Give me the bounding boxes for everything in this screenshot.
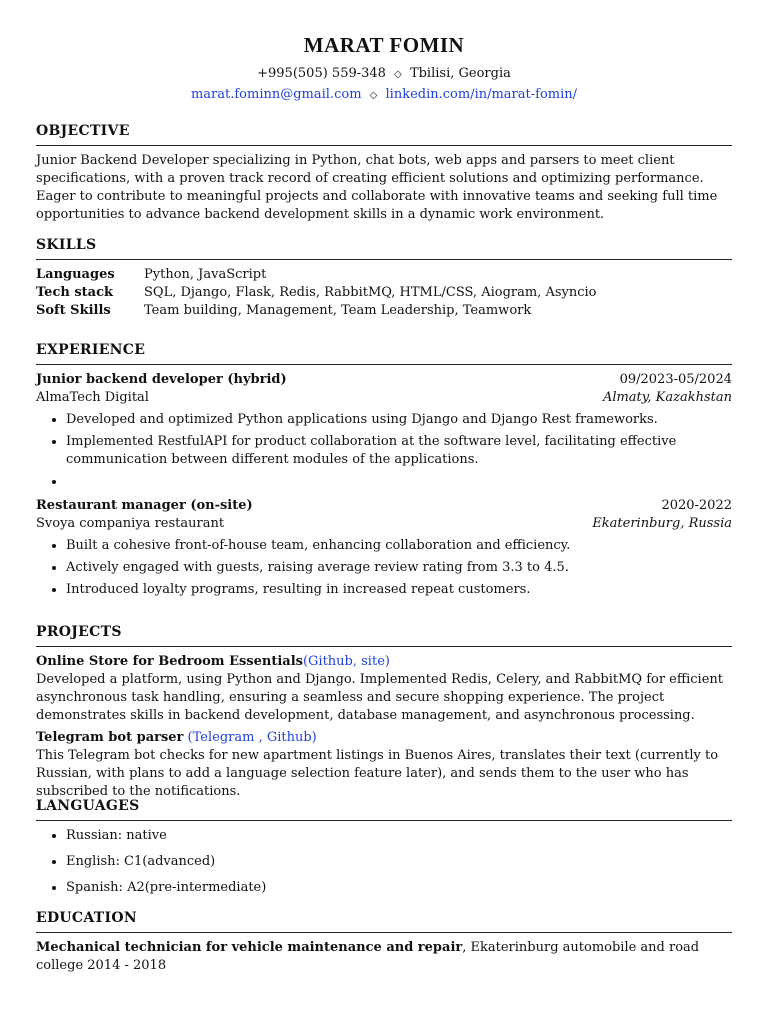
project-links[interactable]: (Github, site) (302, 654, 390, 669)
projects-section (36, 623, 732, 801)
project-heading (36, 729, 732, 747)
email-link[interactable]: marat.fominn@gmail.com (190, 87, 362, 102)
list-item: • Introduced loyalty programs, resulting in increased repeat customers. (66, 581, 732, 599)
list-item: • Russian: native (66, 827, 732, 845)
section-title: SKILLS (36, 236, 732, 260)
skills-key: Languages (36, 267, 115, 282)
job-location: Ekaterinburg, Russia (592, 516, 732, 531)
job-role: Restaurant manager (on-site) (36, 498, 253, 513)
job-header (36, 497, 732, 515)
list-item: • Built a cohesive front-of-house team, enhancing collaboration and efficiency. (66, 537, 732, 555)
job-dates: 2020-2022 (661, 498, 732, 513)
skills-value: Team building, Management, Team Leadership, Teamwork (144, 303, 532, 318)
skills-row (36, 284, 732, 302)
section-title: EDUCATION (36, 909, 732, 933)
diamond-separator-icon: ◇ (394, 69, 402, 80)
project-name: Online Store for Bedroom Essentials (36, 654, 303, 669)
objective-text: Junior Backend Developer specializing in Python, chat bots, web apps and parsers to meet client specifications, with a proven track record of creating efficient solutions and optimizing performance. (36, 153, 704, 186)
list-item (66, 473, 732, 491)
experience-section (36, 341, 732, 605)
skills-value: Python, JavaScript (144, 267, 267, 282)
project-description: Developed a platform, using Python and Django. Implemented Redis, Celery, and RabbitMQ for efficient asynchronous task handling, ensuring a seamless and secure shopping experience. The project demonstrates skills in backend development, database management, and asynchronous processing. (36, 672, 724, 723)
project-links[interactable]: (Telegram , Github) (187, 730, 317, 745)
section-title: PROJECTS (36, 623, 732, 647)
section-title: OBJECTIVE (36, 122, 732, 146)
job-bullets (36, 537, 732, 599)
list-item: • Spanish: A2(pre-intermediate) (66, 879, 732, 897)
list-item: • English: C1(advanced) (66, 853, 732, 871)
diamond-separator-icon: ◇ (369, 90, 378, 101)
education-details: , Ekaterinburg automobile and road college 2014 - 2018 (36, 940, 700, 973)
education-entry (36, 939, 732, 975)
job-role: Junior backend developer (hybrid) (36, 372, 287, 387)
skills-section (36, 236, 732, 320)
list-item: • Implemented RestfulAPI for product collaboration at the software level, facilitating effective communication between different modules of the applications. (66, 433, 732, 469)
list-item: • Actively engaged with guests, raising average review rating from 3.3 to 4.5. (66, 559, 732, 577)
skills-key: Tech stack (36, 285, 114, 300)
job-company: AlmaTech Digital (36, 390, 149, 405)
project-name: Telegram bot parser (36, 730, 184, 745)
section-title: EXPERIENCE (36, 341, 732, 365)
section-title: LANGUAGES (36, 797, 732, 821)
job-header (36, 371, 732, 389)
phone-number: +995(505) 559-348 (257, 66, 386, 81)
contact-line-2 (0, 85, 768, 106)
languages-list (36, 827, 732, 897)
job-location: Almaty, Kazakhstan (602, 390, 732, 405)
education-degree: Mechanical technician for vehicle maintenance and repair (36, 940, 463, 955)
skills-row (36, 266, 732, 284)
languages-section (36, 797, 732, 903)
project-description: This Telegram bot checks for new apartment listings in Buenos Aires, translates their text (currently to Russian, with plans to add a language selection feature later), and sends them to the user who has subscribed to the notifications. (36, 748, 719, 799)
objective-section (36, 122, 732, 224)
skills-key: Soft Skills (36, 303, 111, 318)
location: Tbilisi, Georgia (409, 66, 511, 81)
list-item: • Developed and optimized Python applications using Django and Django Rest frameworks. (66, 411, 732, 429)
resume-header (0, 0, 768, 106)
candidate-name: MARAT FOMIN (303, 33, 465, 57)
skills-row (36, 302, 732, 320)
skills-value: SQL, Django, Flask, Redis, RabbitMQ, HTML/CSS, Aiogram, Asyncio (144, 285, 597, 300)
job-subheader (36, 389, 732, 407)
job-dates: 09/2023-05/2024 (619, 372, 732, 387)
project-heading (36, 653, 732, 671)
job-bullets (36, 411, 732, 491)
objective-text: Eager to contribute to meaningful projects and collaborate with innovative teams and seeking full time opportunities to advance backend development skills in a dynamic work environment. (36, 189, 718, 222)
job-company: Svoya companiya restaurant (36, 516, 225, 531)
education-section (36, 909, 732, 975)
contact-line-1 (0, 64, 768, 85)
job-subheader (36, 515, 732, 533)
linkedin-link[interactable]: linkedin.com/in/marat-fomin/ (385, 87, 578, 102)
